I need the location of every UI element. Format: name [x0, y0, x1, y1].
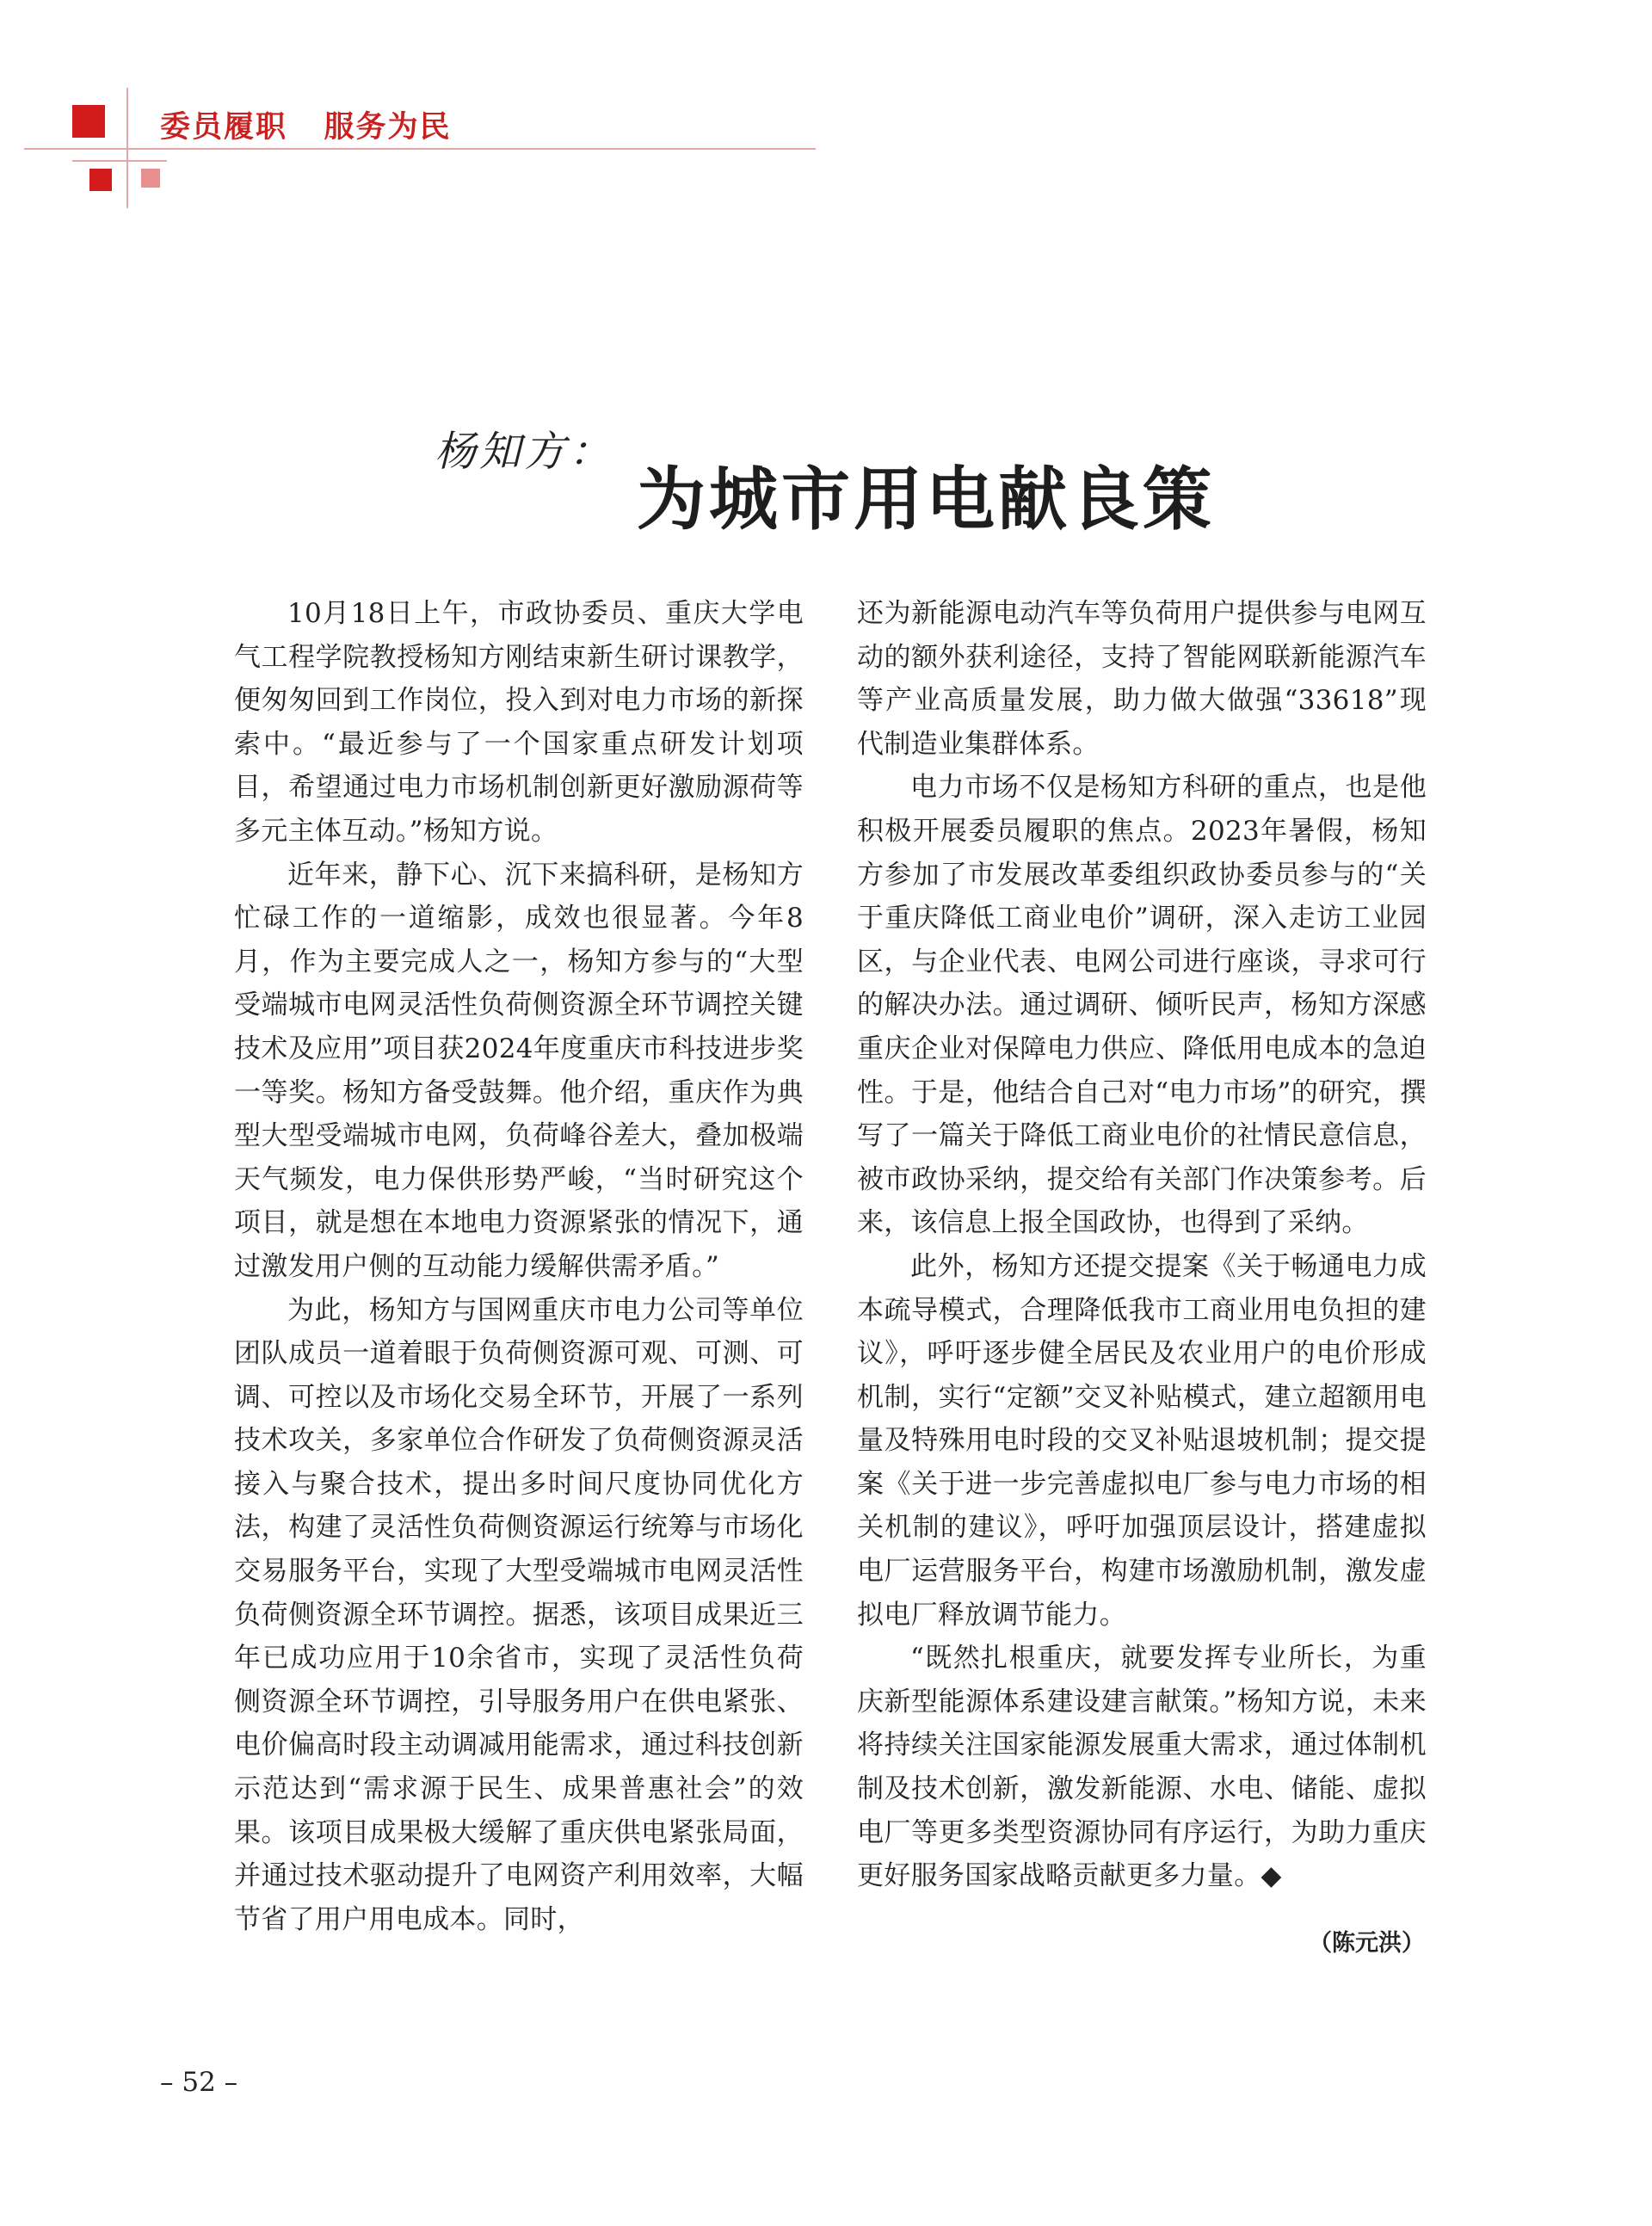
- article-column-right: [857, 592, 1427, 1898]
- paragraph: “既然扎根重庆，就要发挥专业所长，为重庆新型能源体系建设建言献策。”杨知方说，未来将持续关注国家能源发展重大需求，通过体制机制及技术创新，激发新能源、水电、储能、虚拟电厂等更多类型资源协同有序运行，为助力重庆更好服务国家战略贡献更多力量。◆: [857, 1643, 1427, 1892]
- title-person-name: 杨知方：: [435, 428, 614, 476]
- paragraph: 10月18日上午，市政协委员、重庆大学电气工程学院教授杨知方刚结束新生研讨课教学，便匆匆回到工作岗位，投入到对电力市场的新探索中。“最近参与了一个国家重点研发计划项目，希望通过电力市场机制创新更好激励源荷等多元主体互动。”杨知方说。: [234, 598, 804, 847]
- paragraph: 近年来，静下心、沉下来搞科研，是杨知方忙碌工作的一道缩影，成效也很显著。今年8月，作为主要完成人之一，杨知方参与的“大型受端城市电网灵活性负荷侧资源全环节调控关键技术及应用”项目获2024年度重庆市科技进步奖一等奖。杨知方备受鼓舞。他介绍，重庆作为典型大型受端城市电网，负荷峰谷差大，叠加极端天气频发，电力保供形势严峻，“当时研究这个项目，就是想在本地电力资源紧张的情况下，通过激发用户侧的互动能力缓解供需矛盾。”: [234, 859, 804, 1282]
- page-title: 为城市用电献良策: [637, 459, 1215, 540]
- header-horizontal-rule: [24, 148, 816, 150]
- header-red-square: [72, 105, 105, 138]
- paragraph-continuation: 还为新能源电动汽车等负荷用户提供参与电网互动的额外获利途径，支持了智能网联新能源汽车等产业高质量发展，助力做大做强“33618”现代制造业集群体系。: [857, 598, 1427, 760]
- header-pink-square: [141, 169, 160, 188]
- author-byline: （陈元洪）: [1309, 1930, 1425, 1957]
- header-short-rule: [72, 160, 167, 162]
- paragraph: 电力市场不仅是杨知方科研的重点，也是他积极开展委员履职的焦点。2023年暑假，杨知方参加了市发展改革委组织政协委员参与的“关于重庆降低工商业电价”调研，深入走访工业园区，与企业代表、电网公司进行座谈，寻求可行的解决办法。通过调研、倾听民声，杨知方深感重庆企业对保障电力供应、降低用电成本的急迫性。于是，他结合自己对“电力市场”的研究，撰写了一篇关于降低工商业电价的社情民意信息，被市政协采纳，提交给有关部门作决策参考。后来，该信息上报全国政协，也得到了采纳。: [857, 772, 1427, 1239]
- article-column-left: [234, 592, 804, 1941]
- paragraph: 此外，杨知方还提交提案《关于畅通电力成本疏导模式，合理降低我市工商业用电负担的建议》，呼吁逐步健全居民及农业用户的电价形成机制，实行“定额”交叉补贴模式，建立超额用电量及特殊用电时段的交叉补贴退坡机制；提交提案《关于进一步完善虚拟电厂参与电力市场的相关机制的建议》，呼吁加强顶层设计，搭建虚拟电厂运营服务平台，构建市场激励机制，激发虚拟电厂释放调节能力。: [857, 1250, 1427, 1631]
- page-number: – 52 –: [160, 2067, 238, 2098]
- section-header: 委员履职 服务为民: [160, 110, 452, 145]
- paragraph: 为此，杨知方与国网重庆市电力公司等单位团队成员一道着眼于负荷侧资源可观、可测、可调、可控以及市场化交易全环节，开展了一系列技术攻关，多家单位合作研发了负荷侧资源灵活接入与聚合技术，提出多时间尺度协同优化方法，构建了灵活性负荷侧资源运行统筹与市场化交易服务平台，实现了大型受端城市电网灵活性负荷侧资源全环节调控。据悉，该项目成果近三年已成功应用于10余省市，实现了灵活性负荷侧资源全环节调控，引导服务用户在供电紧张、电价偏高时段主动调减用能需求，通过科技创新示范达到“需求源于民生、成果普惠社会”的效果。该项目成果极大缓解了重庆供电紧张局面，并通过技术驱动提升了电网资产利用效率，大幅节省了用户用电成本。同时，: [234, 1294, 804, 1935]
- header-small-red-square: [89, 169, 112, 191]
